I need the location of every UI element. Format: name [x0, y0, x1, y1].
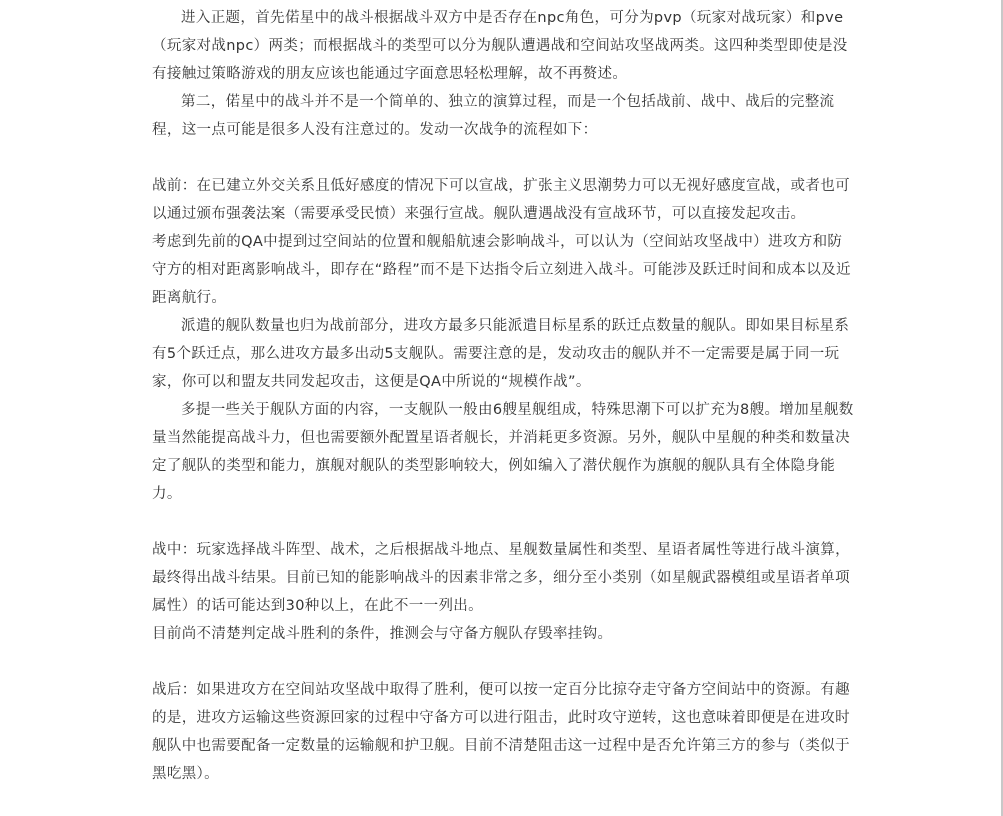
paragraph-spacer	[152, 508, 854, 536]
paragraph-spacer	[152, 144, 854, 172]
intro-paragraph-1: 进入正题，首先偌星中的战斗根据战斗双方中是否存在npc角色，可分为pvp（玩家对战玩家）和pve（玩家对战npc）两类；而根据战斗的类型可以分为舰队遭遇战和空间站攻坚战两类。这四种类型即使是没有接触过策略游戏的朋友应该也能通过字面意思轻松理解，故不再赘述。	[152, 10, 848, 82]
prewar-paragraph-4: 多提一些关于舰队方面的内容，一支舰队一般由6艘星舰组成，特殊思潮下可以扩充为8艘。增加星舰数量当然能提高战斗力，但也需要额外配置星语者舰长，并消耗更多资源。另外，舰队中星舰的种类和数量决定了舰队的类型和能力，旗舰对舰队的类型影响较大，例如编入了潜伏舰作为旗舰的舰队具有全体隐身能力。	[152, 402, 854, 502]
intro-paragraph-2: 第二，偌星中的战斗并不是一个简单的、独立的演算过程，而是一个包括战前、战中、战后的完整流程，这一点可能是很多人没有注意过的。发动一次战争的流程如下：	[152, 94, 835, 138]
prewar-paragraph-2: 考虑到先前的QA中提到过空间站的位置和舰船航速会影响战斗，可以认为（空间站攻坚战中）进攻方和防守方的相对距离影响战斗，即存在“路程”而不是下达指令后立刻进入战斗。可能涉及跃迁时间和成本以及近距离航行。	[152, 234, 851, 306]
paragraph-spacer	[152, 648, 854, 676]
prewar-paragraph-1: 战前：在已建立外交关系且低好感度的情况下可以宣战，扩张主义思潮势力可以无视好感度宣战，或者也可以通过颁布强袭法案（需要承受民愤）来强行宣战。舰队遭遇战没有宣战环节，可以直接发起攻击。	[152, 178, 850, 222]
prewar-paragraph-3: 派遣的舰队数量也归为战前部分，进攻方最多只能派遣目标星系的跃迁点数量的舰队。即如果目标星系有5个跃迁点，那么进攻方最多出动5支舰队。需要注意的是，发动攻击的舰队并不一定需要是属于同一玩家，你可以和盟友共同发起攻击，这便是QA中所说的“规模作战”。	[152, 318, 850, 390]
postwar-paragraph-1: 战后：如果进攻方在空间站攻坚战中取得了胜利，便可以按一定百分比掠夺走守备方空间站中的资源。有趣的是，进攻方运输这些资源回家的过程中守备方可以进行阻击，此时攻守逆转，这也意味着即便是在进攻时舰队中也需要配备一定数量的运输舰和护卫舰。目前不清楚阻击这一过程中是否允许第三方的参与（类似于黑吃黑）。	[152, 682, 850, 782]
inwar-paragraph-2: 目前尚不清楚判定战斗胜利的条件，推测会与守备方舰队存毁率挂钩。	[152, 626, 613, 642]
inwar-paragraph-1: 战中：玩家选择战斗阵型、战术，之后根据战斗地点、星舰数量属性和类型、星语者属性等进行战斗演算，最终得出战斗结果。目前已知的能影响战斗的因素非常之多，细分至小类别（如星舰武器模组或星语者单项属性）的话可能达到30种以上，在此不一一列出。	[152, 542, 850, 614]
article-body	[152, 4, 854, 788]
